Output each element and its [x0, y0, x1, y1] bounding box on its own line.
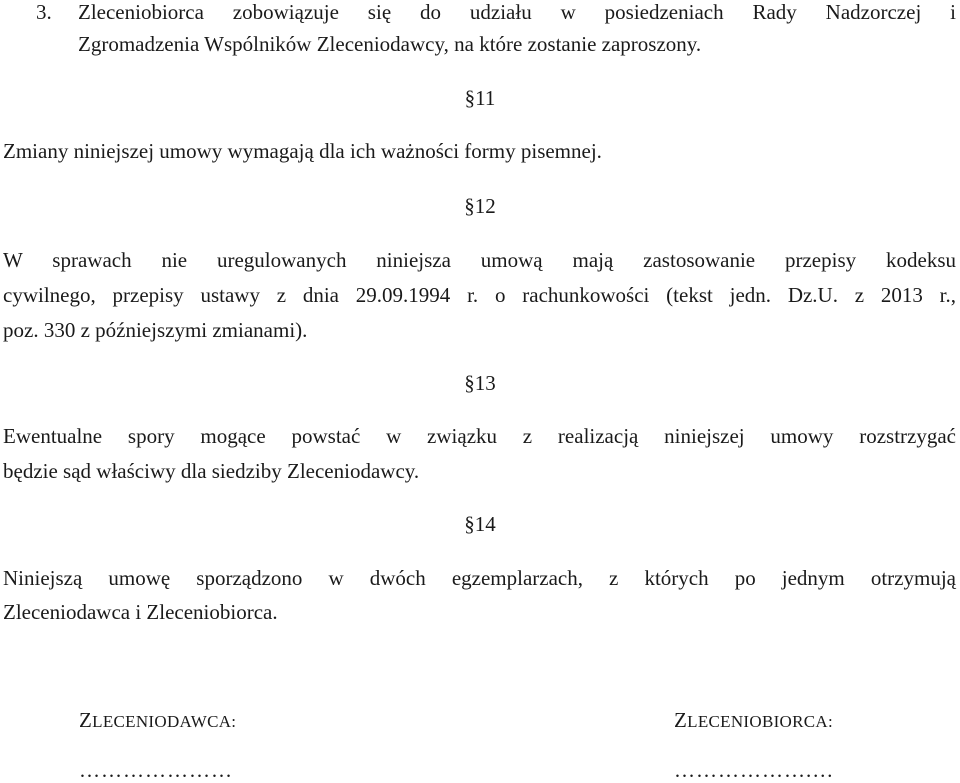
section-12-line-3: poz. 330 z późniejszymi zmianami).	[3, 318, 308, 342]
section-12-line-2: cywilnego, przepisy ustawy z dnia 29.09.1994 r. o rachunkowości (tekst jedn. Dz.U. z 2013 r.,	[3, 283, 956, 307]
item-number: 3.	[36, 0, 52, 24]
section-11-text: Zmiany niniejszej umowy wymagają dla ich ważności formy pisemnej.	[3, 139, 602, 163]
signature-label-right-rest: LECENIOBIORCA:	[687, 712, 834, 731]
item-3-line-2: Zgromadzenia Wspólników Zleceniodawcy, na które zostanie zaproszony.	[78, 32, 702, 56]
section-14-line-2: Zleceniodawca i Zleceniobiorca.	[3, 600, 278, 624]
section-14-line-1: Niniejszą umowę sporządzono w dwóch egzemplarzach, z których po jednym otrzymują	[3, 566, 956, 590]
signature-line-left: …………………	[79, 758, 233, 782]
section-13-line-1: Ewentualne spory mogące powstać w związku z realizacją niniejszej umowy rozstrzygać	[3, 424, 956, 448]
section-heading-12: §12	[464, 194, 496, 218]
section-heading-13: §13	[464, 371, 496, 395]
signature-label-right-initial: Z	[674, 708, 688, 732]
signature-label-left	[79, 708, 236, 734]
section-13-line-2: będzie sąd właściwy dla siedziby Zleceniodawcy.	[3, 459, 420, 483]
section-heading-11: §11	[464, 86, 496, 110]
signature-label-left-initial: Z	[79, 708, 93, 732]
signature-line-right: ……………….…	[674, 758, 835, 782]
section-12-line-1: W sprawach nie uregulowanych niniejsza umową mają zastosowanie przepisy kodeksu	[3, 248, 956, 272]
item-3-line-1: Zleceniobiorca zobowiązuje się do udziału w posiedzeniach Rady Nadzorczej i	[78, 0, 956, 24]
section-heading-14: §14	[464, 512, 496, 536]
signature-label-left-rest: LECENIODAWCA:	[92, 712, 237, 731]
signature-label-right	[674, 708, 833, 734]
